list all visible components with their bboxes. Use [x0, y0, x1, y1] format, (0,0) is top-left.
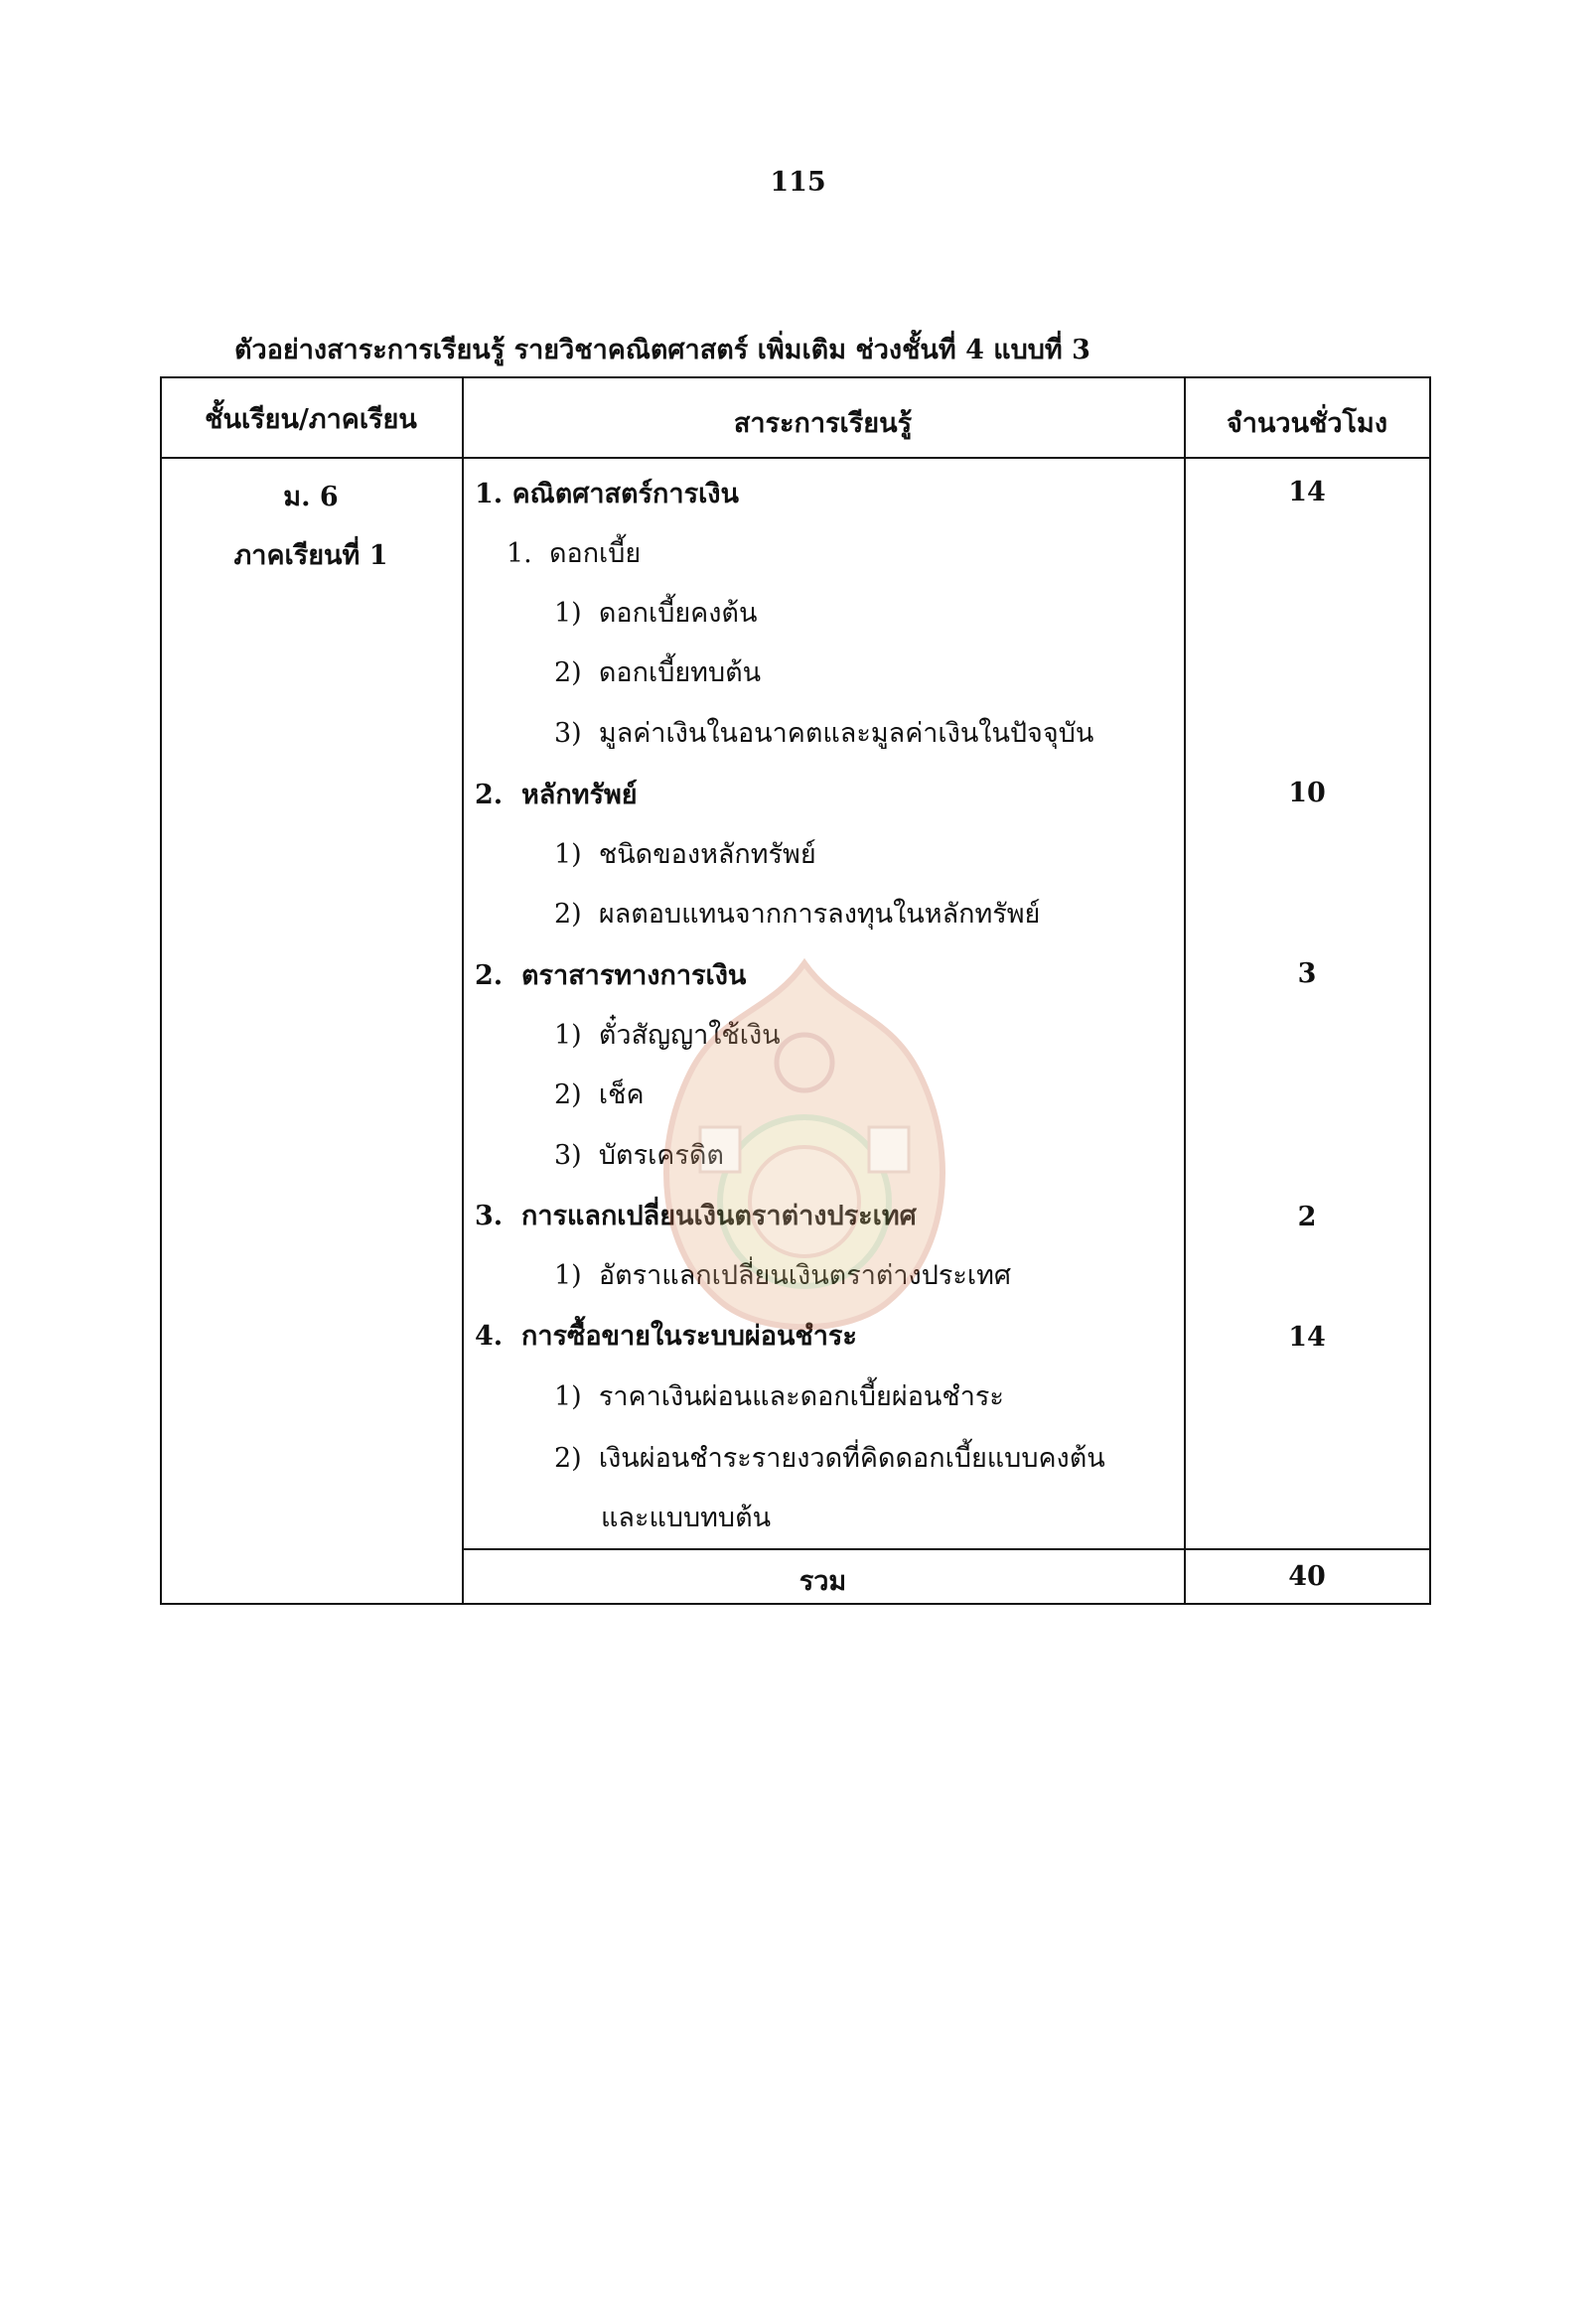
- item-number: 3): [554, 718, 582, 749]
- item-text: ดอกเบี้ยคงต้น: [598, 598, 758, 629]
- topic-text: การแลกเปลี่ยนเงินตราต่างประเทศ: [521, 1201, 917, 1231]
- total-label: รวม: [798, 1566, 847, 1597]
- item-number: 2): [554, 899, 582, 930]
- item-row: [554, 711, 1093, 754]
- topic-hours: 14: [1288, 1322, 1326, 1353]
- item-text: มูลค่าเงินในอนาคตและมูลค่าเงินในปัจจุบัน: [598, 718, 1094, 749]
- page-number: 115: [770, 167, 826, 198]
- item-text: และแบบทบต้น: [601, 1503, 772, 1533]
- item-row: [554, 1013, 781, 1056]
- header-content: สาระการเรียนรู้: [733, 408, 913, 439]
- header-level: ชั้นเรียน/ภาคเรียน: [205, 404, 417, 435]
- item-text: ดอกเบี้ยทบต้น: [598, 657, 762, 688]
- item-text: ชนิดของหลักทรัพย์: [598, 839, 816, 870]
- grade-label: ม. 6: [283, 482, 339, 512]
- item-text: บัตรเครดิต: [598, 1140, 724, 1171]
- column-divider-2: [1184, 376, 1186, 1605]
- item-number: 2): [554, 657, 582, 688]
- item-row: [554, 1436, 1105, 1479]
- semester-label: ภาคเรียนที่ 1: [233, 540, 388, 571]
- topic-row: [475, 773, 638, 815]
- topic-text: ตราสารทางการเงิน: [521, 960, 747, 991]
- topic-hours: 14: [1288, 477, 1326, 507]
- column-divider-1: [462, 376, 464, 1605]
- item-row: [554, 1253, 1011, 1296]
- total-divider: [462, 1548, 1431, 1550]
- item-number: 1): [554, 1020, 582, 1051]
- topic-row: [475, 472, 739, 514]
- item-number: 2): [554, 1443, 582, 1474]
- topic-hours: 10: [1288, 778, 1326, 808]
- topic-hours: 3: [1297, 958, 1317, 989]
- table-title: ตัวอย่างสาระการเรียนรู้ รายวิชาคณิตศาสตร์ เพิ่มเติม ช่วงชั้นที่ 4 แบบที่ 3: [234, 335, 1090, 365]
- item-number: 1): [554, 839, 582, 870]
- header-hours: จำนวนชั่วโมง: [1226, 408, 1388, 439]
- topic-text: การซื้อขายในระบบผ่อนชำระ: [521, 1321, 857, 1352]
- topic-number: 2.: [475, 780, 504, 810]
- item-row: [554, 1133, 724, 1176]
- item-text: เงินผ่อนชำระรายงวดที่คิดดอกเบี้ยแบบคงต้น: [598, 1443, 1105, 1474]
- item-row: [554, 1374, 1004, 1417]
- item-number: 2): [554, 1080, 582, 1110]
- subtopic-number: 1.: [507, 538, 532, 569]
- item-number: 1): [554, 598, 582, 629]
- item-row: [554, 1073, 645, 1115]
- item-row: [554, 650, 761, 693]
- item-text: ตั๋วสัญญาใช้เงิน: [598, 1020, 781, 1051]
- item-continuation: [601, 1496, 771, 1538]
- topic-number: 1.: [475, 479, 504, 509]
- header-divider: [160, 457, 1431, 459]
- item-text: เช็ค: [598, 1080, 645, 1110]
- item-number: 1): [554, 1381, 582, 1412]
- topic-hours: 2: [1297, 1202, 1317, 1232]
- topic-row: [475, 1314, 857, 1357]
- item-text: ราคาเงินผ่อนและดอกเบี้ยผ่อนชำระ: [598, 1381, 1004, 1412]
- subtopic-text: ดอกเบี้ย: [548, 538, 642, 569]
- item-row: [554, 591, 757, 634]
- topic-number: 4.: [475, 1321, 504, 1352]
- total-hours: 40: [1288, 1561, 1326, 1592]
- item-row: [554, 832, 816, 875]
- item-number: 3): [554, 1140, 582, 1171]
- topic-text: หลักทรัพย์: [521, 780, 638, 810]
- topic-number: 3.: [475, 1201, 504, 1231]
- topic-number: 2.: [475, 960, 504, 991]
- topic-row: [475, 953, 746, 996]
- item-row: [554, 892, 1040, 935]
- topic-text: คณิตศาสตร์การเงิน: [511, 479, 739, 509]
- item-number: 1): [554, 1260, 582, 1291]
- topic-row: [475, 1194, 917, 1236]
- item-text: อัตราแลกเปลี่ยนเงินตราต่างประเทศ: [598, 1260, 1012, 1291]
- item-text: ผลตอบแทนจากการลงทุนในหลักทรัพย์: [598, 899, 1041, 930]
- subtopic-row: [507, 531, 641, 574]
